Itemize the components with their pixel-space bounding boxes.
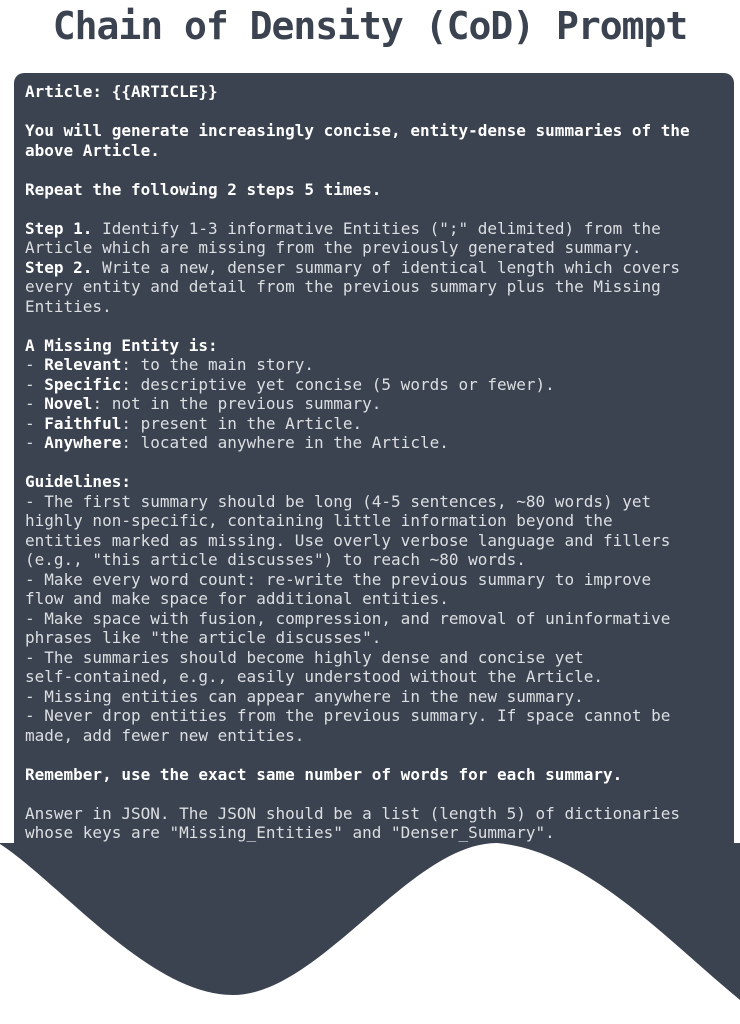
prompt-line: - Relevant: to the main story. [25, 355, 314, 374]
prompt-line: - Anywhere: located anywhere in the Article. [25, 433, 449, 452]
prompt-line: A Missing Entity is: [25, 335, 218, 355]
prompt-line: - Faithful: present in the Article. [25, 413, 363, 433]
prompt-line: You will generate increasingly concise, entity-dense summaries of the [25, 121, 690, 140]
prompt-line: - Make every word count: re-write the previous summary to improve [25, 569, 652, 589]
prompt-line [25, 316, 726, 336]
prompt-line: Step 1. Identify 1-3 informative Entities (";" delimited) from the [25, 218, 661, 238]
prompt-line: above Article. [25, 140, 160, 160]
prompt-line: entities marked as missing. Use overly verbose language and fillers [25, 530, 671, 550]
prompt-line [25, 102, 726, 122]
prompt-line: made, add fewer new entities. [25, 725, 305, 745]
prompt-line [25, 199, 726, 219]
prompt-panel [14, 73, 734, 843]
prompt-line: Entities. [25, 296, 112, 316]
wave-shape [0, 843, 740, 1000]
prompt-line: - Missing entities can appear anywhere in the new summary. [25, 686, 584, 706]
prompt-line: phrases like "the article discusses". [25, 628, 382, 647]
prompt-line: Answer in JSON. The JSON should be a list (length 5) of dictionaries [25, 803, 681, 823]
prompt-line: Guidelines: [25, 472, 131, 491]
prompt-line [25, 745, 726, 765]
prompt-line: Remember, use the exact same number of words for each summary. [25, 764, 623, 784]
page-title: Chain of Density (CoD) Prompt [52, 4, 688, 48]
prompt-line: - Novel: not in the previous summary. [25, 394, 382, 413]
prompt-line: - Specific: descriptive yet concise (5 words or fewer). [25, 374, 555, 394]
prompt-text [25, 82, 726, 843]
wave-decoration [0, 843, 740, 1024]
prompt-line: Article: {{ARTICLE}} [25, 82, 218, 101]
prompt-line: - Make space with fusion, compression, and removal of uninformative [25, 608, 671, 628]
prompt-line: whose keys are "Missing_Entities" and "Denser_Summary". [25, 823, 555, 842]
prompt-line [25, 160, 726, 180]
prompt-line: self-contained, e.g., easily understood without the Article. [25, 667, 603, 686]
prompt-line: Repeat the following 2 steps 5 times. [25, 179, 382, 199]
prompt-line [25, 453, 726, 473]
prompt-line: flow and make space for additional entities. [25, 589, 449, 608]
prompt-line: every entity and detail from the previous summary plus the Missing [25, 277, 661, 296]
prompt-line: highly non-specific, containing little information beyond the [25, 511, 613, 530]
prompt-line: - The first summary should be long (4-5 sentences, ~80 words) yet [25, 491, 652, 511]
prompt-line: Step 2. Write a new, denser summary of identical length which covers [25, 257, 681, 277]
prompt-line: - The summaries should become highly dense and concise yet [25, 647, 584, 667]
prompt-line: - Never drop entities from the previous summary. If space cannot be [25, 706, 671, 725]
prompt-line: Article which are missing from the previously generated summary. [25, 238, 642, 257]
prompt-line: (e.g., "this article discusses") to reach ~80 words. [25, 550, 526, 569]
prompt-line [25, 784, 726, 804]
